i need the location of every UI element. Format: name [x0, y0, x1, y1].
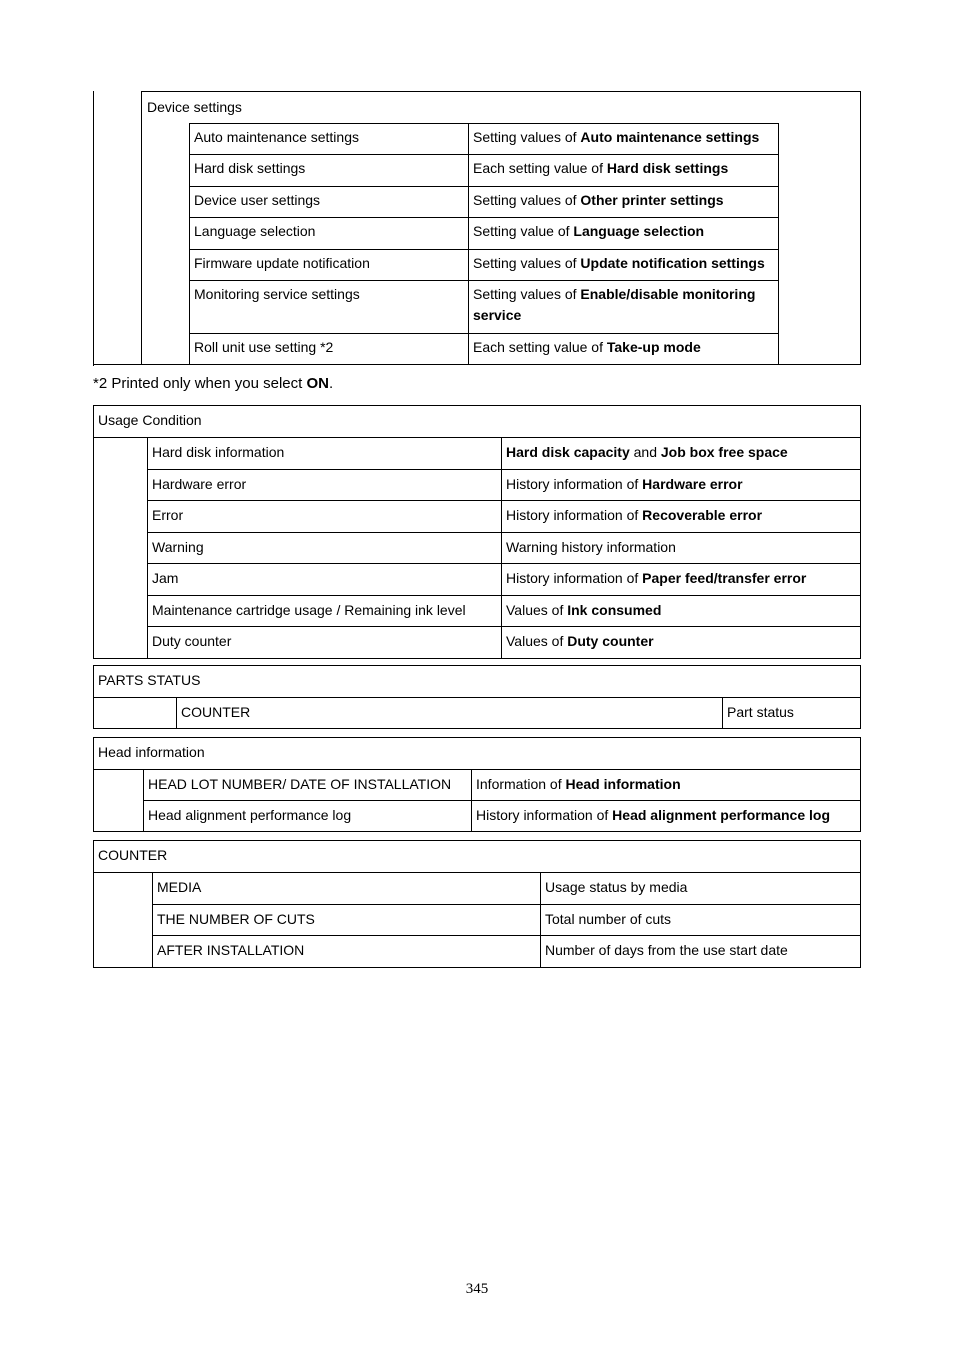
device-settings-desc-label	[468, 190, 779, 211]
head-information-desc-label	[471, 774, 861, 795]
device-settings-item-label: Monitoring service settings	[194, 286, 360, 302]
device-settings-desc-label-run: Language selection	[573, 223, 705, 239]
page-number: 345	[465, 1281, 489, 1297]
usage-condition-desc-label-run: Values of	[506, 633, 568, 649]
device-settings-title: Device settings	[147, 99, 242, 115]
device-settings-desc-label	[468, 127, 779, 148]
usage-condition-desc-label	[501, 568, 861, 589]
device-settings-desc-label-run: Update notification settings	[580, 255, 765, 271]
usage-condition-title: Usage Condition	[98, 412, 202, 428]
usage-condition-item-label: Hard disk information	[152, 444, 285, 460]
head-information-item-label: HEAD LOT NUMBER/ DATE OF INSTALLATION	[148, 776, 452, 792]
device-settings-desc-label-run: Hard disk settings	[606, 160, 729, 176]
usage-condition-desc-label-run: Warning history information	[506, 538, 676, 555]
device-settings-desc-label-run: Each setting value of	[473, 160, 607, 176]
head-information-item-label: Head alignment performance log	[148, 807, 352, 823]
head-information-desc-label-run: Head information	[565, 776, 681, 792]
usage-condition-item-label: Warning	[152, 538, 204, 555]
usage-condition-desc-label	[501, 442, 861, 463]
usage-condition-desc-label	[501, 474, 861, 495]
device-settings-desc-label-run: Take-up mode	[606, 339, 701, 355]
usage-condition-item-label: Hardware error	[152, 475, 247, 492]
footnote-text	[93, 375, 333, 392]
usage-condition-desc-label-run: Duty counter	[567, 633, 654, 649]
usage-condition-item-label: Maintenance cartridge usage / Remaining ink level	[152, 601, 466, 618]
usage-condition-item-label: Duty counter	[152, 633, 232, 649]
counter-desc-label-run: Number of days from the use start date	[545, 942, 788, 958]
device-settings-desc-label	[468, 158, 779, 179]
usage-condition-desc-label-run: Hardware error	[642, 475, 743, 492]
usage-condition-item-label: Error	[152, 507, 184, 523]
parts-status-title: PARTS STATUS	[98, 672, 201, 688]
head-information-desc-label-run: History information of	[476, 807, 613, 823]
usage-condition-desc-label-run: History information of	[506, 570, 643, 586]
parts-status-desc-label-run: Part status	[727, 704, 794, 720]
device-settings-item-label: Auto maintenance settings	[194, 129, 359, 145]
device-settings-desc-label-run: Setting values of	[473, 129, 581, 145]
counter-desc-label-run: Total number of cuts	[545, 910, 672, 927]
usage-condition-desc-label-run: Ink consumed	[567, 601, 662, 618]
counter-title: COUNTER	[98, 847, 168, 863]
device-settings-desc-label-run: Setting values of	[473, 192, 581, 208]
usage-condition-desc-label-run: Job box free space	[660, 444, 788, 460]
counter-item-label: AFTER INSTALLATION	[157, 942, 305, 958]
device-settings-desc-label	[468, 221, 779, 242]
device-settings-header	[141, 91, 861, 124]
footnote-run: .	[328, 375, 334, 392]
head-information-desc-label-run: Head alignment performance log	[612, 807, 830, 823]
usage-condition-desc-label-run: History information of	[506, 475, 643, 492]
footnote-run: ON	[306, 375, 329, 392]
counter-desc-label	[540, 940, 861, 961]
usage-condition-desc-label	[501, 600, 861, 621]
counter-item-label: MEDIA	[157, 879, 202, 895]
usage-condition-desc-label	[501, 505, 861, 526]
usage-condition-desc-label-run: Recoverable error	[642, 507, 763, 523]
footnote-run: *2 Printed only when you select	[93, 375, 307, 392]
usage-condition-desc-label-run: and	[629, 444, 661, 460]
usage-condition-desc-label-run: Paper feed/transfer error	[642, 570, 807, 586]
device-settings-item-label: Language selection	[194, 223, 316, 239]
usage-condition-item-label: Jam	[152, 570, 179, 586]
usage-condition-desc-label-run: Hard disk capacity	[506, 444, 630, 460]
device-settings-desc-label	[468, 253, 779, 274]
outer-left-border	[93, 91, 94, 366]
counter-desc-label	[540, 909, 861, 930]
parts-status-item-label: COUNTER	[181, 704, 251, 720]
device-settings-item-label: Device user settings	[194, 192, 321, 208]
counter-desc-label	[540, 877, 861, 898]
usage-condition-desc-label	[501, 631, 861, 652]
device-settings-item-label: Hard disk settings	[194, 160, 306, 176]
counter-item-label: THE NUMBER OF CUTS	[157, 910, 315, 927]
device-settings-desc-label	[468, 337, 779, 358]
head-information-title: Head information	[98, 744, 205, 760]
head-information-desc-label	[471, 805, 861, 826]
device-settings-desc-label	[468, 284, 779, 326]
parts-status-desc-label	[722, 702, 861, 723]
head-information-desc-label-run: Information of	[476, 776, 566, 792]
device-settings-right-line	[860, 123, 861, 365]
counter-desc-label-run: Usage status by media	[545, 879, 688, 895]
device-settings-desc-label-run: Each setting value of	[473, 339, 607, 355]
device-settings-item-label: Firmware update notification	[194, 255, 370, 271]
device-settings-desc-label-run: Setting values of	[473, 286, 581, 302]
device-settings-desc-label-run: Auto maintenance settings	[580, 129, 760, 145]
usage-condition-desc-label-run: Values of	[506, 601, 568, 618]
device-settings-desc-label-run: Enable/disable monitoring service	[473, 286, 756, 323]
device-settings-desc-label-run: Other printer settings	[580, 192, 724, 208]
usage-condition-desc-label-run: History information of	[506, 507, 643, 523]
device-settings-desc-label-run: Setting value of	[473, 223, 574, 239]
device-settings-item-label: Roll unit use setting *2	[194, 339, 334, 355]
device-settings-indent-line	[141, 123, 142, 365]
footnote	[93, 374, 333, 394]
usage-condition-desc-label	[501, 537, 861, 558]
device-settings-desc-label-run: Setting values of	[473, 255, 581, 271]
